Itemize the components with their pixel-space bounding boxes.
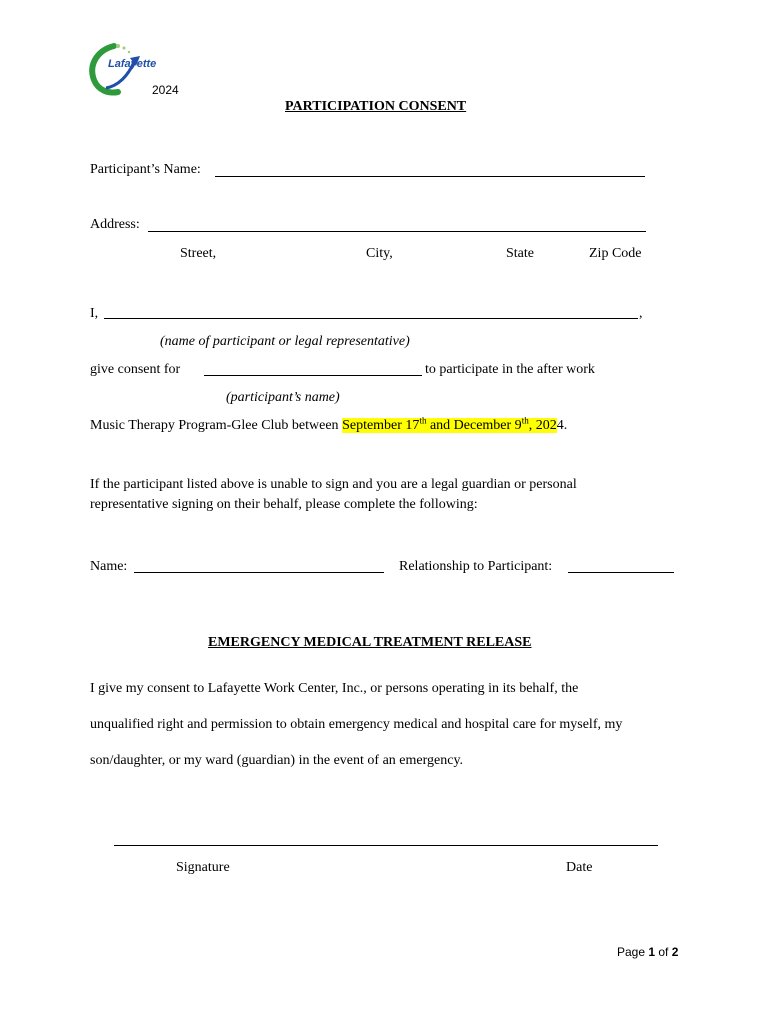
header-year: 2024 [152,83,179,97]
guardian-text-line2: representative signing on their behalf, please complete the following: [90,497,478,512]
page-total: 2 [671,945,679,959]
emergency-text-line2: unqualified right and permission to obtain emergency medical and hospital care for myself, my [90,717,623,732]
participant-name-label: Participant’s Name: [90,162,201,177]
end-date: and December 9 [426,418,522,433]
participant-consent-name-field[interactable] [204,375,422,376]
i-label: I, [90,306,99,321]
page-of: of [655,945,672,959]
consent-title: PARTICIPATION CONSENT [285,99,467,114]
representative-hint: (name of participant or legal representative) [160,334,410,349]
participate-text: to participate in the after work [425,362,595,377]
relationship-field[interactable] [568,572,674,573]
start-date: September 17 [342,418,420,433]
address-street-label: Street, [180,246,217,261]
page-number [617,944,678,960]
signature-label: Signature [176,860,230,875]
address-state-label: State [506,246,534,261]
start-date-suffix: th [419,415,427,426]
page-current: 1 [648,945,656,959]
address-city-label: City, [366,246,393,261]
year-rest: 4. [556,418,568,433]
logo-text: Lafayette [108,58,157,70]
program-text: Music Therapy Program-Glee Club between [90,418,339,433]
guardian-text-line1: If the participant listed above is unable to sign and you are a legal guardian or personal [90,477,577,492]
date-label: Date [566,860,593,875]
guardian-name-label: Name: [90,559,128,574]
address-label: Address: [90,217,140,232]
emergency-title: EMERGENCY MEDICAL TREATMENT RELEASE [208,635,532,650]
relationship-label: Relationship to Participant: [399,559,553,574]
guardian-name-field[interactable] [134,572,384,573]
program-dates-line [90,415,568,434]
signature-field[interactable] [114,845,658,846]
end-date-suffix: th [521,415,529,426]
address-zip-label: Zip Code [589,246,642,261]
i-comma: , [639,306,643,321]
emergency-text-line1: I give my consent to Lafayette Work Center, Inc., or persons operating in its behalf, the [90,681,579,696]
participant-name-field[interactable] [215,176,645,177]
address-field[interactable] [148,231,646,232]
representative-name-field[interactable] [104,318,638,319]
year-highlight: , 202 [528,418,557,433]
program-date-range [342,415,557,433]
emergency-text-line3: son/daughter, or my ward (guardian) in the event of an emergency. [90,753,464,768]
give-consent-label: give consent for [90,362,181,377]
participant-hint: (participant’s name) [226,390,340,405]
page-prefix: Page [617,945,649,959]
